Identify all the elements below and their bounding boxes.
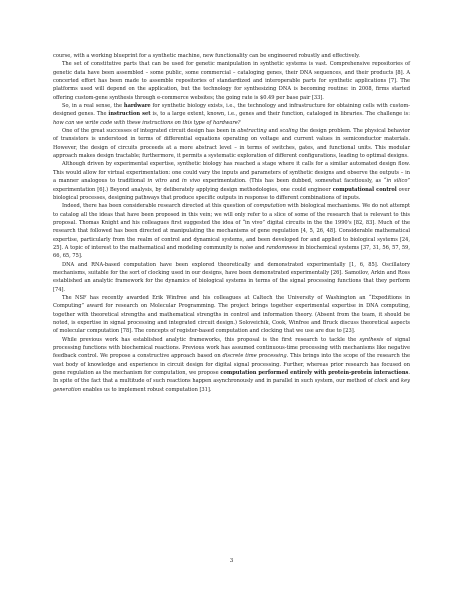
text-run: and — [387, 378, 402, 385]
paragraph-8 — [53, 294, 410, 336]
italic-term-synthesis: synthesis — [359, 336, 384, 343]
bold-term-computational-control: computational control — [332, 186, 397, 193]
text-run: While previous work has established analytic frameworks, this proposal is the first research to tackle the — [62, 336, 360, 343]
italic-term-discrete-time-processing: discrete time processing — [222, 353, 287, 360]
text-run: over biological processes, designing pathways that produce specific outputs in response to different combinations of inputs. — [53, 186, 410, 201]
paragraph-1 — [53, 52, 410, 60]
text-run: and — [266, 128, 280, 135]
italic-term-noise: noise — [239, 244, 254, 251]
text-run: and — [167, 178, 183, 185]
paragraph-5 — [53, 160, 410, 202]
italic-term-key-generation: key generation — [53, 378, 410, 393]
text-run: enables us to implement robust computation [31]. — [80, 386, 212, 393]
paragraph-text: The NSF has recently awarded Erik Winfree and his colleagues at Caltech the University of Washington an “Expeditions in Computing” award for research on Molecular Programming. The project brings together experimental expertise in DNA computing, together with theoretical strengths and mathematical strengths in control and information theory. (Absent from the team, it should be noted, is expertise in signal processing and integrated circuit design.) Soloveichik, Cook, Winfree and Bruck discuss theoretical aspects of molecular computation [78]. The concepts of register-based computation and clocking that we use are due to [23]. — [53, 294, 410, 335]
bold-term-instruction-set: instruction set — [108, 111, 151, 118]
paragraph-text: course, with a working blueprint for a synthetic machine, new functionality can be engineered robustly and effectively. — [53, 53, 360, 59]
text-run: So, in a real sense, the — [62, 103, 124, 110]
paragraph-6 — [53, 202, 410, 260]
text-run: Although driven by experimental expertise, synthetic biology has reached a stage where it calls for a similar automated design flow. This would allow for virtual experimentation: one could vary the inputs and parameters of synthetic designs and observe the outputs – in a manner analogous to traditional — [53, 161, 410, 185]
italic-term-in-vivo: in vivo — [182, 178, 201, 185]
paragraph-7 — [53, 261, 410, 294]
paragraph-2 — [53, 60, 410, 102]
paragraph-4 — [53, 127, 410, 160]
italic-term-abstracting: abstracting — [237, 128, 267, 135]
paragraph-3 — [53, 102, 410, 127]
text-run: One of the great successes of integrated circuit design has been in — [62, 128, 238, 135]
text-run: in biochemical systems [37, 31, 56, 57, 59, 66, 65, 75]. — [53, 244, 410, 260]
page-number: 3 — [229, 558, 234, 564]
text-run: with biological mechanisms. We do not attempt to catalog all the ideas that have been proposed in this vein; we will only refer to a slice of some of the research that is relevant to this proposal. Thomas Knight and his colleagues first suggested the idea of “in vivo” digital circuits in the the 1990's [82, 83]. Much of the research that followed has been directed at manipulating the mechanisms of gene regulation [4, 5, 26, 48]. Considerable mathematical expertise, particularly from the realm of control and dynamical systems, and been developed for and applied to biological systems [24, 25]. A topic of interest to the mathematical and modeling community is — [53, 203, 410, 251]
text-run: is, to a large extent, known, i.e., genes and their function, cataloged in libraries. The challenge is: — [150, 111, 410, 118]
text-run: experimentation. (This has been dubbed, somewhat facetiously, as “ — [200, 178, 387, 185]
text-run: . In spite of the fact that a multitude of such reactions happen asynchronously and in parallel in such system, our method of — [53, 370, 410, 385]
text-run: Indeed, there has been considerable research directed at this question of — [62, 203, 254, 210]
bold-term-hardware: hardware — [123, 103, 151, 110]
text-run: for synthetic biology exists, i.e., the technology and infrastructure for obtaining cells with custom-designed genes. The — [53, 103, 410, 118]
paragraph-9 — [53, 336, 410, 394]
italic-term-randomness: randomness — [266, 244, 298, 251]
italic-term-in-silico: in silico — [386, 178, 408, 185]
text-run: the design problem. The physical behavior of transistors is understood in terms of differential equations operating on voltage and current values in semiconductor materials. However, the design of circuits proceeds at a more abstract level – in terms of switches, gates, and functional units. This modular approach makes design tractable; furthermore, it permits a systematic exploration of different configurations, leading to optimal designs. — [53, 128, 410, 160]
text-run: ” experimentation [6].) Beyond analysis, by deliberately applying design methodologies, one could engineer — [53, 178, 410, 193]
italic-question: how can we write code with these instructions on this type of hardware? — [53, 119, 241, 126]
text-run: of signal processing functions with biochemical reactions. Previous work has assumed continuous-time processing with mechanisms like negative feedback control. We propose a constructive approach based on — [53, 336, 410, 360]
paragraph-text: DNA and RNA-based computation have been explored theoretically and demonstrated experimentally [1, 6, 85]. Oscillatory mechanisms, suitable for the sort of clocking used in our designs, have been demonstrated experimentally [26]. Samoilov, Arkin and Ross established an analytic framework for the dynamics of biological systems in terms of the signal processing functions that they perform [74]. — [53, 261, 410, 293]
text-run: and — [253, 244, 267, 251]
italic-term-scaling: scaling — [279, 128, 298, 135]
paragraph-text: The set of constitutive parts that can be used for genetic manipulation in synthetic systems is vast. Comprehensive repositories of genetic data have been assembled – some public, some commercial – cataloging genes, their DNA sequences, and their products [8]. A concerted effort has been made to assemble repositories of standardized and interoperable parts for synthetic applications [7]. The platforms used will depend on the application, but the technology for synthesizing DNA is becoming routine: in 2008, firms started offering custom-gene synthesis through e-commerce websites; the going rate is $0.49 per base pair [33]. — [53, 61, 410, 101]
document-body — [53, 52, 410, 394]
bold-term-protein-protein-interactions: computation performed entirely with protein-protein interactions — [220, 370, 409, 377]
italic-term-in-vitro: in vitro — [147, 178, 168, 185]
italic-term-computation: computation — [253, 203, 286, 210]
text-run: . This brings into the scope of the research the vast body of knowledge and experience in circuit design for digital signal processing. Further, whereas prior research has focused on gene regulation as the mechanism for computation, we propose — [53, 353, 410, 377]
italic-term-clock: clock — [374, 378, 388, 385]
